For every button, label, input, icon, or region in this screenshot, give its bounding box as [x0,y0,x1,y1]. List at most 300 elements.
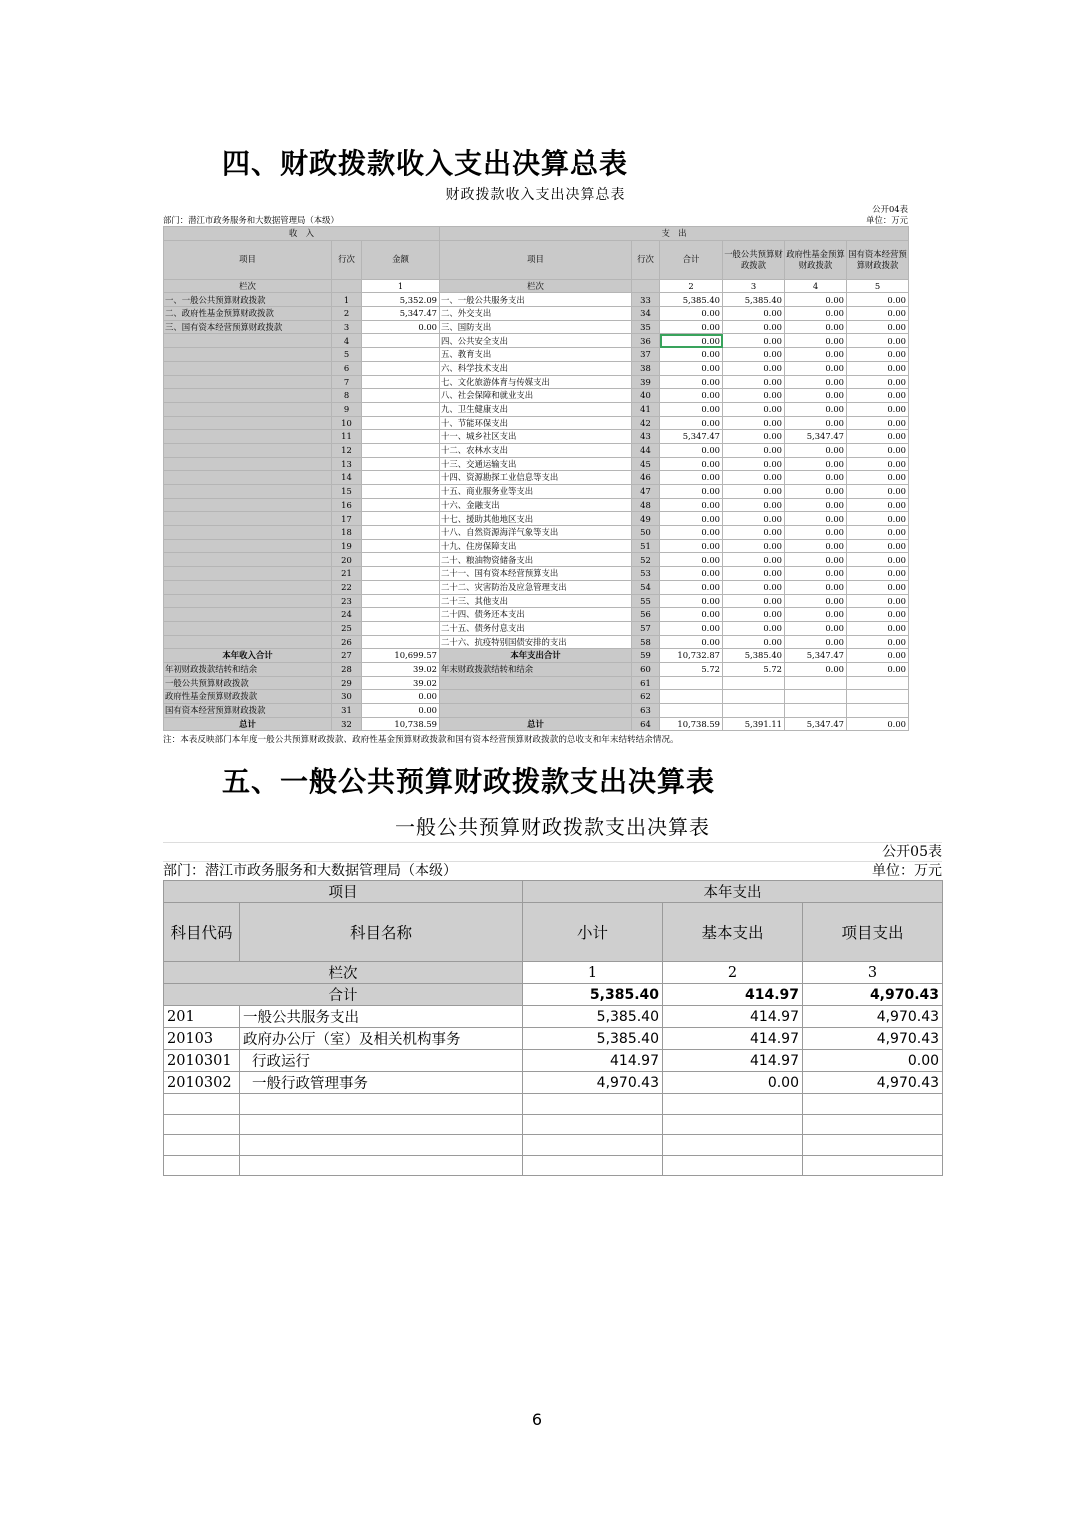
empty-cell [803,1135,943,1156]
income-line: 13 [332,457,362,471]
table-row [164,471,909,485]
income-line: 16 [332,498,362,512]
expense-line: 43 [632,430,660,444]
subtotal-value: 414.97 [523,1050,663,1072]
table-row [164,539,909,553]
table-row [164,512,909,526]
expense-gov-fund: 0.00 [785,498,847,512]
income-amount: 39.02 [362,662,440,676]
expense-gov-fund: 0.00 [785,662,847,676]
expense-gov-fund: 0.00 [785,443,847,457]
header-code: 科目代码 [164,903,240,962]
expense-item: 六、科学技术支出 [440,361,632,375]
empty-row [164,1114,943,1135]
col-index-2: 2 [663,962,803,984]
income-amount: 10,699.57 [362,649,440,663]
income-line: 2 [332,307,362,321]
expense-item: 二十五、债务付息支出 [440,621,632,635]
expense-gov-fund: 0.00 [785,635,847,649]
expense-item [440,704,632,718]
income-amount [362,498,440,512]
expense-total: 0.00 [660,457,723,471]
income-line: 20 [332,553,362,567]
total-row [164,649,909,663]
income-amount: 0.00 [362,704,440,718]
summary-table [163,226,909,731]
empty-cell [523,1155,663,1176]
header-general-budget: 一般公共预算财政拨款 [723,240,785,279]
income-amount [362,580,440,594]
expense-item: 二十三、其他支出 [440,594,632,608]
expense-total [660,704,723,718]
income-item [164,635,332,649]
income-line: 6 [332,361,362,375]
expense-total: 0.00 [660,416,723,430]
expense-state-capital: 0.00 [847,402,909,416]
expense-line: 51 [632,539,660,553]
expense-general: 0.00 [723,512,785,526]
expense-line: 40 [632,389,660,403]
expense-item: 四、公共安全支出 [440,334,632,348]
table-row [164,553,909,567]
expense-gov-fund: 0.00 [785,348,847,362]
expense-line: 53 [632,567,660,581]
expense-gov-fund: 0.00 [785,361,847,375]
table-row [164,621,909,635]
income-item [164,471,332,485]
expense-gov-fund: 0.00 [785,526,847,540]
expense-line: 49 [632,512,660,526]
total-row [164,676,909,690]
col-index-2: 2 [660,279,723,293]
income-amount [362,594,440,608]
expense-line: 42 [632,416,660,430]
income-amount [362,430,440,444]
header-basic: 基本支出 [663,903,803,962]
expense-item: 十五、商业服务业等支出 [440,485,632,499]
expense-state-capital: 0.00 [847,307,909,321]
income-amount: 10,738.59 [362,717,440,731]
expense-gov-fund [785,704,847,718]
expense-item: 七、文化旅游体育与传媒支出 [440,375,632,389]
empty-cell [663,1155,803,1176]
project-value: 4,970.43 [803,1028,943,1050]
subtotal-value: 5,385.40 [523,1028,663,1050]
income-line: 14 [332,471,362,485]
income-line: 24 [332,608,362,622]
empty-cell [663,1135,803,1156]
income-item [164,608,332,622]
income-group-header: 收 入 [164,227,440,241]
table-row [164,457,909,471]
expense-line: 38 [632,361,660,375]
expense-total: 5.72 [660,662,723,676]
basic-value: 0.00 [663,1072,803,1094]
expense-general: 0.00 [723,539,785,553]
expense-gov-fund: 5,347.47 [785,717,847,731]
income-amount [362,361,440,375]
page-number: 6 [531,1410,543,1429]
expense-line: 64 [632,717,660,731]
total-row [164,662,909,676]
expense-general: 0.00 [723,307,785,321]
expense-general: 0.00 [723,567,785,581]
income-item: 本年收入合计 [164,649,332,663]
income-line: 23 [332,594,362,608]
expense-state-capital: 0.00 [847,320,909,334]
table-caption: 一般公共预算财政拨款支出决算表 [395,815,710,839]
table-row [164,485,909,499]
income-line: 8 [332,389,362,403]
expense-line: 63 [632,704,660,718]
empty-cell [523,1135,663,1156]
expense-item: 二十、粮油物资储备支出 [440,553,632,567]
project-value: 0.00 [803,1050,943,1072]
expense-line: 57 [632,621,660,635]
expense-gov-fund: 0.00 [785,334,847,348]
income-item: 总计 [164,717,332,731]
expense-state-capital: 0.00 [847,635,909,649]
income-amount [362,389,440,403]
expense-gov-fund: 0.00 [785,416,847,430]
income-item [164,539,332,553]
expense-total: 0.00 [660,320,723,334]
empty-row [164,1155,943,1176]
subject-code: 20103 [164,1028,240,1050]
income-amount [362,457,440,471]
income-line: 30 [332,690,362,704]
empty-cell [240,1114,523,1135]
expense-item: 九、卫生健康支出 [440,402,632,416]
income-line: 17 [332,512,362,526]
income-line: 4 [332,334,362,348]
table-caption: 财政拨款收入支出决算总表 [445,187,626,203]
expense-gov-fund: 0.00 [785,567,847,581]
table-note: 注：本表反映部门本年度一般公共预算财政拨款、政府性基金预算财政拨款和国有资本经营预算财政拨款的总收支和年末结转结余情况。 [163,735,679,746]
income-item [164,443,332,457]
expense-total: 0.00 [660,375,723,389]
basic-value: 414.97 [663,1006,803,1028]
expense-state-capital: 0.00 [847,717,909,731]
expense-total [660,676,723,690]
income-item [164,621,332,635]
expense-gov-fund: 0.00 [785,485,847,499]
col-index-label: 栏次 [164,279,332,293]
header-item: 项目 [164,881,523,903]
project-value: 4,970.43 [803,1072,943,1094]
expense-total: 10,738.59 [660,717,723,731]
expense-general: 0.00 [723,402,785,416]
header-subtotal: 小计 [523,903,663,962]
expense-total: 5,347.47 [660,430,723,444]
expense-total: 0.00 [660,608,723,622]
expense-line: 58 [632,635,660,649]
expense-state-capital: 0.00 [847,293,909,307]
expense-state-capital: 0.00 [847,498,909,512]
header-name: 科目名称 [240,903,523,962]
col-index-5: 5 [847,279,909,293]
expense-total: 5,385.40 [660,293,723,307]
expense-state-capital: 0.00 [847,567,909,581]
expense-gov-fund: 0.00 [785,594,847,608]
empty-cell [663,1094,803,1115]
expense-item: 十一、城乡社区支出 [440,430,632,444]
income-item: 二、政府性基金预算财政拨款 [164,307,332,321]
expense-line: 41 [632,402,660,416]
table-row [164,1006,943,1028]
income-item [164,389,332,403]
expense-state-capital: 0.00 [847,608,909,622]
expense-general: 5,385.40 [723,293,785,307]
expense-gov-fund: 0.00 [785,553,847,567]
table-row [164,361,909,375]
subtotal-value: 4,970.43 [523,1072,663,1094]
expense-state-capital: 0.00 [847,471,909,485]
expense-state-capital [847,704,909,718]
expense-state-capital: 0.00 [847,553,909,567]
income-amount: 0.00 [362,320,440,334]
income-amount: 5,347.47 [362,307,440,321]
empty-cell [164,1135,240,1156]
expense-line: 44 [632,443,660,457]
expense-general: 0.00 [723,471,785,485]
income-amount [362,526,440,540]
expense-gov-fund: 0.00 [785,471,847,485]
table-row [164,416,909,430]
department-label: 部门：潜江市政务服务和大数据管理局（本级） [163,863,457,879]
expense-general: 0.00 [723,320,785,334]
income-item [164,348,332,362]
unit-label: 单位：万元 [866,215,908,225]
expense-general: 0.00 [723,416,785,430]
table-row [164,1072,943,1094]
expense-gov-fund: 0.00 [785,539,847,553]
table-row [164,594,909,608]
expense-line: 55 [632,594,660,608]
income-item [164,416,332,430]
expense-total [660,690,723,704]
income-line: 1 [332,293,362,307]
expense-state-capital: 0.00 [847,485,909,499]
expense-general: 5,391.11 [723,717,785,731]
expense-general: 0.00 [723,375,785,389]
subtotal-value: 5,385.40 [523,1006,663,1028]
income-item [164,594,332,608]
income-item [164,361,332,375]
expense-general: 0.00 [723,485,785,499]
expense-state-capital: 0.00 [847,389,909,403]
empty-cell [240,1135,523,1156]
expense-total: 0.00 [660,334,723,348]
expense-gov-fund: 0.00 [785,402,847,416]
expense-item: 十二、农林水支出 [440,443,632,457]
expense-general [723,676,785,690]
expense-general: 0.00 [723,361,785,375]
empty-cell [523,1094,663,1115]
expense-general [723,704,785,718]
income-line: 32 [332,717,362,731]
income-amount [362,608,440,622]
section-heading-5: 五、一般公共预算财政拨款支出决算表 [222,765,716,798]
section-heading-4: 四、财政拨款收入支出决算总表 [222,147,629,180]
expense-gov-fund: 0.00 [785,307,847,321]
expense-line: 59 [632,649,660,663]
table-row [164,402,909,416]
expense-item: 本年支出合计 [440,649,632,663]
department-label: 部门：潜江市政务服务和大数据管理局（本级） [163,215,339,225]
expense-gov-fund: 0.00 [785,375,847,389]
expense-total: 0.00 [660,471,723,485]
expense-total: 0.00 [660,553,723,567]
header-amount: 金额 [362,240,440,279]
col-index-4: 4 [785,279,847,293]
empty-cell [240,1155,523,1176]
expense-general: 0.00 [723,635,785,649]
expense-total: 0.00 [660,348,723,362]
income-line: 18 [332,526,362,540]
expense-total: 0.00 [660,512,723,526]
expense-general: 0.00 [723,553,785,567]
expense-state-capital: 0.00 [847,416,909,430]
header-gov-fund: 政府性基金预算财政拨款 [785,240,847,279]
expense-state-capital: 0.00 [847,649,909,663]
expense-state-capital: 0.00 [847,361,909,375]
income-item [164,430,332,444]
empty-cell [164,1114,240,1135]
total-subtotal: 5,385.40 [523,984,663,1006]
expense-total: 0.00 [660,580,723,594]
subject-code: 2010301 [164,1050,240,1072]
empty-cell [803,1155,943,1176]
empty-cell [523,1114,663,1135]
income-amount [362,621,440,635]
expense-item: 年末财政拨款结转和结余 [440,662,632,676]
header-income-line: 行次 [332,240,362,279]
table-row [164,320,909,334]
expense-gov-fund: 5,347.47 [785,649,847,663]
expense-line: 48 [632,498,660,512]
expense-total: 0.00 [660,402,723,416]
expense-line: 61 [632,676,660,690]
col-index-3: 3 [723,279,785,293]
header-income-item: 项目 [164,240,332,279]
table-row [164,1028,943,1050]
expense-line: 34 [632,307,660,321]
expense-state-capital: 0.00 [847,334,909,348]
expense-item: 二十六、抗疫特别国债安排的支出 [440,635,632,649]
col-index-label-2: 栏次 [440,279,632,293]
table-row [164,567,909,581]
expense-state-capital: 0.00 [847,443,909,457]
expense-item: 八、社会保障和就业支出 [440,389,632,403]
income-amount: 0.00 [362,690,440,704]
expense-total: 0.00 [660,567,723,581]
expense-general: 0.00 [723,594,785,608]
expense-item [440,676,632,690]
income-item [164,485,332,499]
expense-item: 十三、交通运输支出 [440,457,632,471]
income-amount [362,485,440,499]
empty-row [164,1094,943,1115]
expense-total: 10,732.87 [660,649,723,663]
income-line: 3 [332,320,362,334]
income-line: 22 [332,580,362,594]
col-index-label: 栏次 [164,962,523,984]
expense-line: 33 [632,293,660,307]
income-line: 12 [332,443,362,457]
expense-state-capital: 0.00 [847,512,909,526]
table-row [164,635,909,649]
form-number: 公开04表 [872,204,908,214]
table-row [164,443,909,457]
empty-cell [803,1114,943,1135]
expense-item: 五、教育支出 [440,348,632,362]
income-line: 31 [332,704,362,718]
header-total: 合计 [660,240,723,279]
income-item [164,567,332,581]
expense-gov-fund: 0.00 [785,389,847,403]
table-row [164,307,909,321]
expense-item: 总计 [440,717,632,731]
expense-total: 0.00 [660,539,723,553]
expense-item [440,690,632,704]
expense-gov-fund: 0.00 [785,293,847,307]
income-amount [362,512,440,526]
expense-item: 二、外交支出 [440,307,632,321]
expense-general: 0.00 [723,457,785,471]
income-line: 26 [332,635,362,649]
income-line: 5 [332,348,362,362]
expense-line: 54 [632,580,660,594]
income-line: 9 [332,402,362,416]
income-amount [362,635,440,649]
income-item: 政府性基金预算财政拨款 [164,690,332,704]
col-index-1: 1 [362,279,440,293]
expense-state-capital: 0.00 [847,430,909,444]
table-row [164,348,909,362]
expense-item: 一、一般公共服务支出 [440,293,632,307]
col-index-3: 3 [803,962,943,984]
subject-name: 一般公共服务支出 [240,1006,523,1028]
income-line: 10 [332,416,362,430]
subject-name: 行政运行 [240,1050,523,1072]
expense-line: 47 [632,485,660,499]
income-amount [362,443,440,457]
expenditure-table [163,880,943,1176]
expense-gov-fund: 5,347.47 [785,430,847,444]
expense-item: 二十四、债务还本支出 [440,608,632,622]
income-item [164,334,332,348]
header-expense-line: 行次 [632,240,660,279]
income-line: 21 [332,567,362,581]
expense-gov-fund [785,676,847,690]
expense-line: 45 [632,457,660,471]
subject-name: 政府办公厅（室）及相关机构事务 [240,1028,523,1050]
expense-state-capital: 0.00 [847,594,909,608]
expense-gov-fund: 0.00 [785,621,847,635]
expense-line: 36 [632,334,660,348]
income-item [164,375,332,389]
expense-item: 二十一、国有资本经营预算支出 [440,567,632,581]
income-amount [362,553,440,567]
expense-state-capital: 0.00 [847,539,909,553]
header-expense-item: 项目 [440,240,632,279]
income-line: 19 [332,539,362,553]
fiscal-appropriation-summary-sheet [163,186,908,745]
empty-cell [803,1094,943,1115]
expense-state-capital [847,676,909,690]
table-row [164,430,909,444]
